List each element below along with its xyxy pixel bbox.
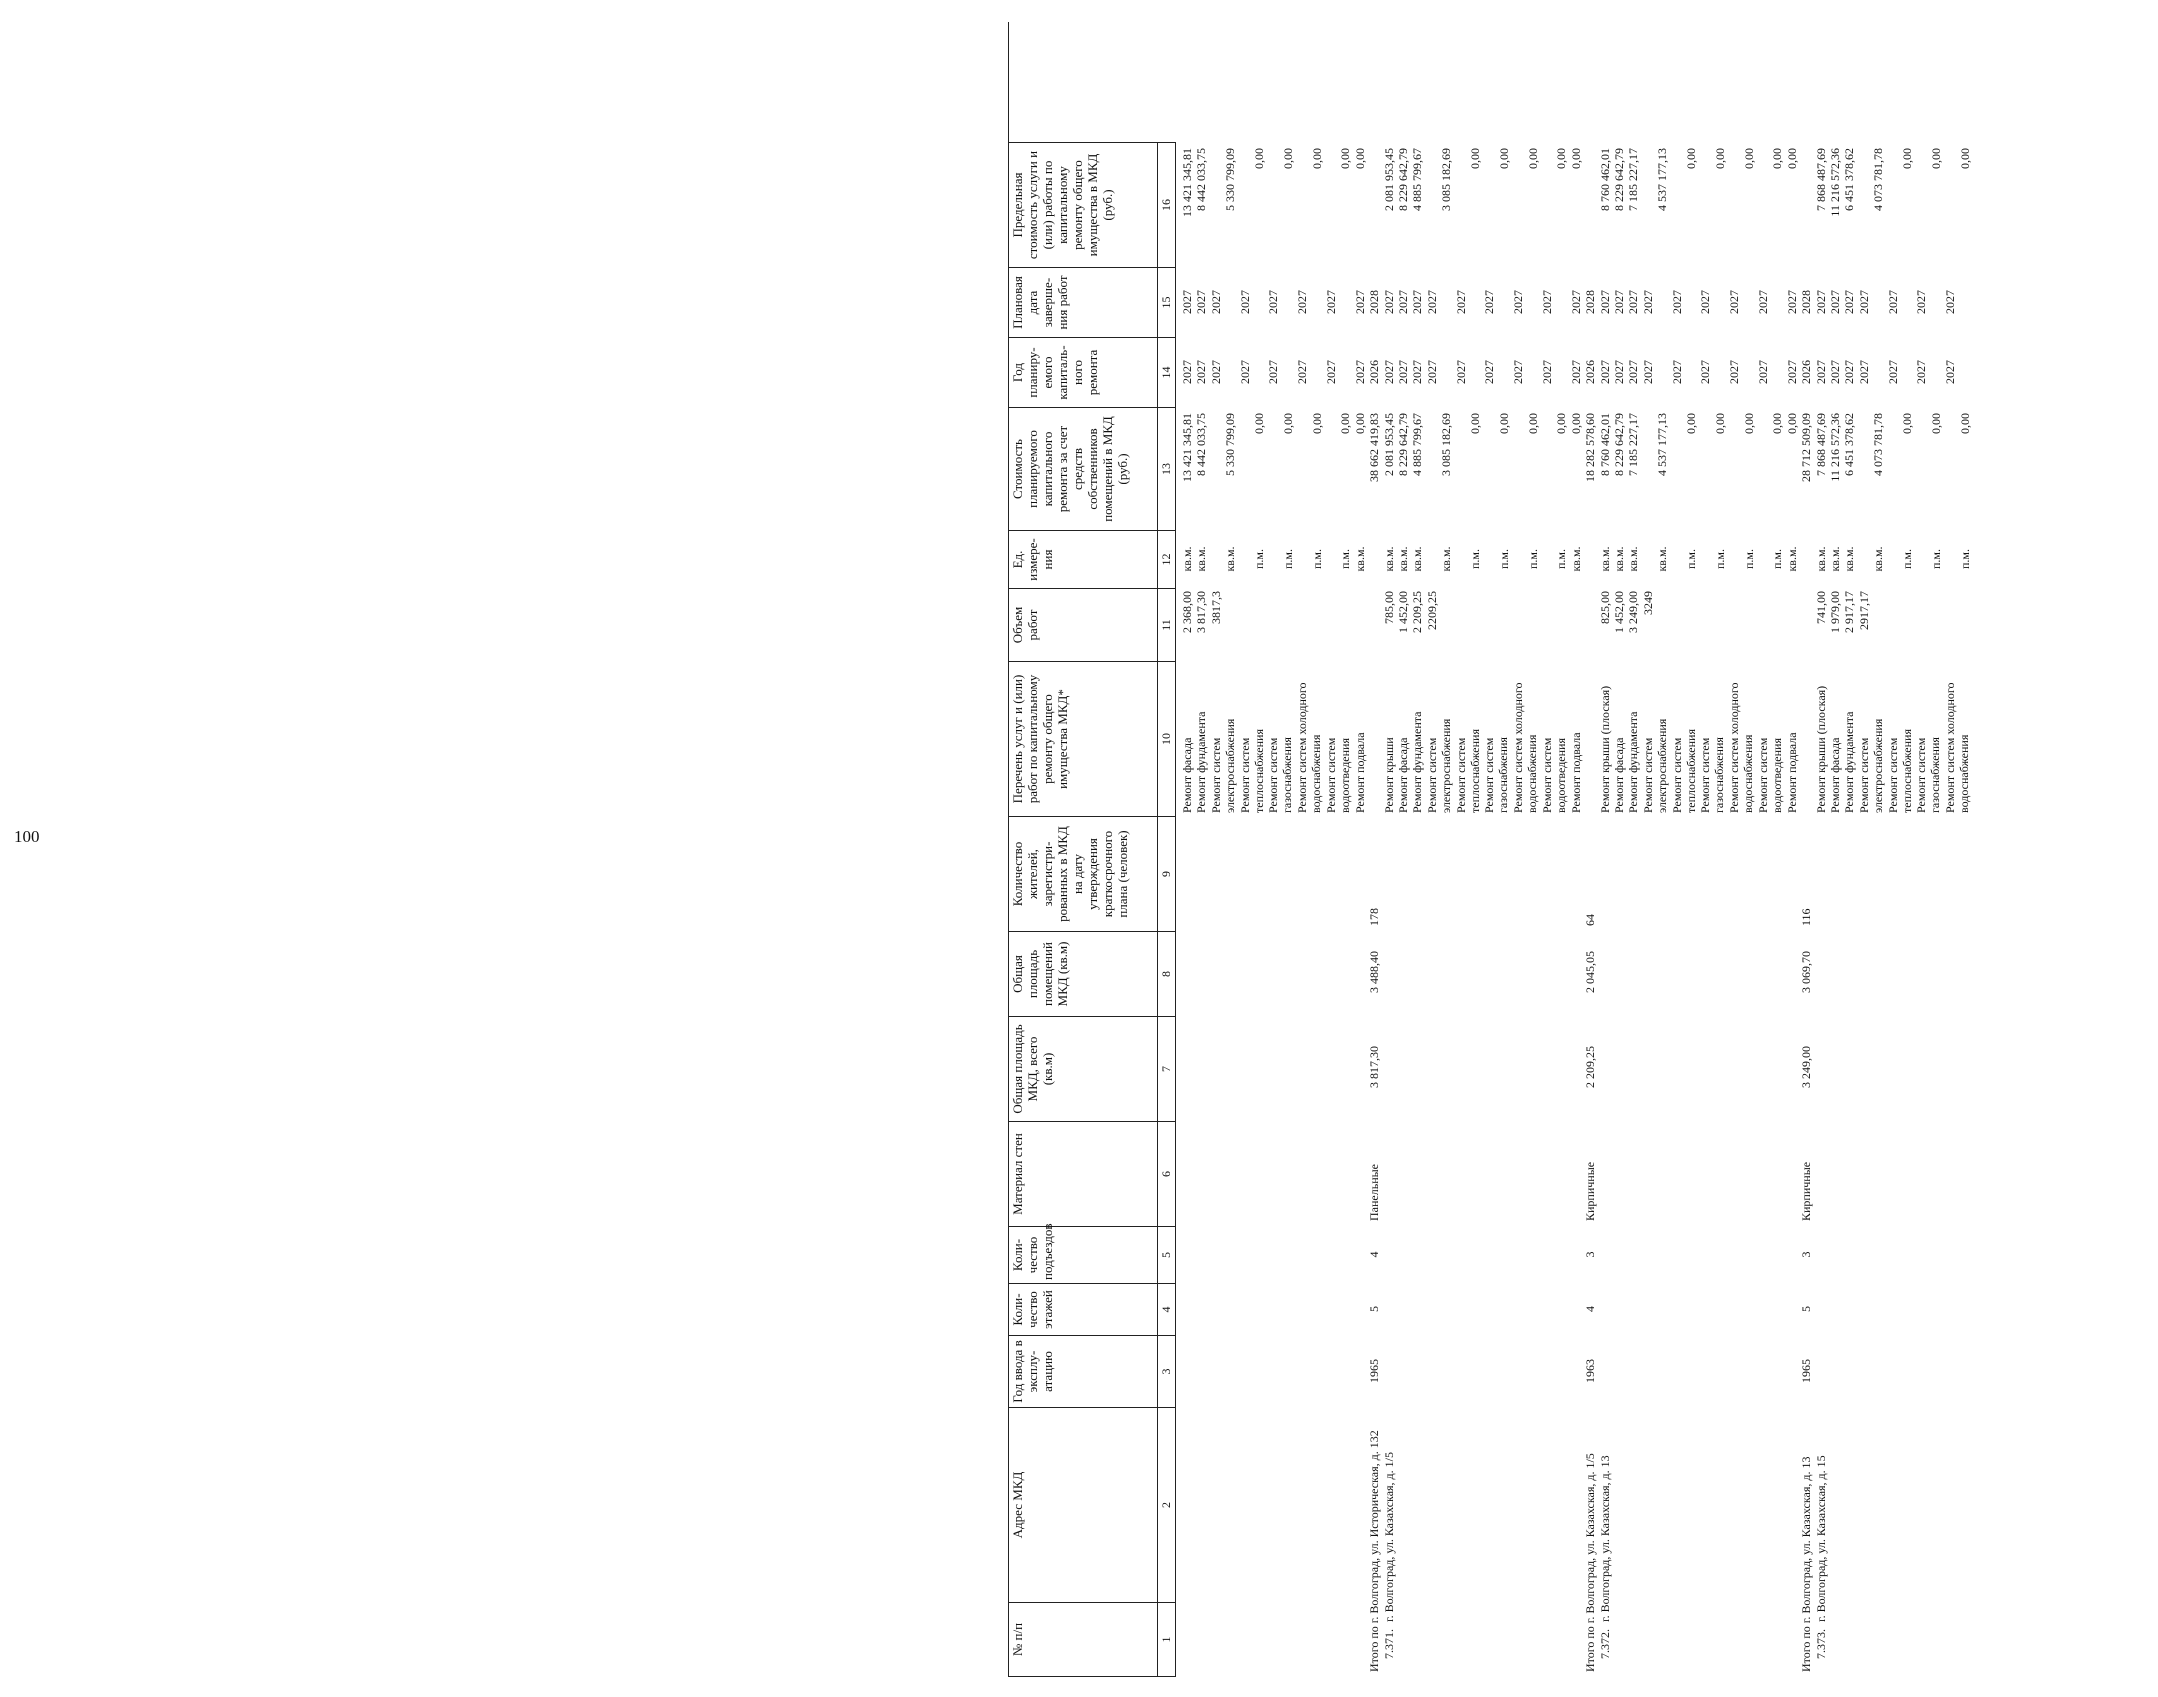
work-unit: п.м.: [1252, 549, 1266, 570]
work-limit-cost: 4 537 177,13: [1655, 148, 1670, 211]
row-number: 7.373.: [1813, 1629, 1828, 1659]
work-plan-year: 2027: [1828, 360, 1842, 384]
work-end-date: 2027: [1180, 290, 1194, 314]
work-name: Ремонт систем газоснабжения: [1914, 737, 1943, 813]
work-name: Ремонт систем холодного водоснабжения: [1295, 682, 1324, 813]
work-end-date: 2027: [1295, 290, 1310, 314]
work-plan-year: 2027: [1568, 360, 1583, 384]
work-end-date: 2027: [1453, 290, 1468, 314]
work-cost: 0,00: [1468, 413, 1482, 434]
work-plan-year: 2027: [1511, 360, 1526, 384]
work-end-date: 2027: [1208, 290, 1223, 314]
work-cost: 0,00: [1568, 413, 1583, 434]
work-name: Ремонт фасада: [1396, 737, 1410, 813]
house-address: г. Волгоград, ул. Казахская, д. 13: [1597, 1455, 1612, 1622]
work-volume: 741,00: [1813, 591, 1828, 624]
house-year: 1963: [1583, 1359, 1598, 1383]
work-unit: п.м.: [1468, 549, 1482, 570]
work-end-date: 2027: [1194, 290, 1209, 314]
work-end-date: 2027: [1756, 290, 1770, 314]
total-cost: 38 662 419,83: [1367, 413, 1382, 482]
work-volume: 3249: [1640, 591, 1655, 615]
house-address: г. Волгоград, ул. Казахская, д. 1/5: [1381, 1452, 1396, 1622]
work-unit: кв.м.: [1410, 546, 1425, 572]
work-name: Ремонт фасада: [1180, 737, 1194, 813]
work-plan-year: 2027: [1424, 360, 1439, 384]
work-end-date: 2027: [1511, 290, 1526, 314]
work-limit-cost: 0,00: [1741, 148, 1756, 169]
work-limit-cost: 7 868 487,69: [1813, 148, 1828, 211]
work-limit-cost: 0,00: [1525, 148, 1540, 169]
work-limit-cost: 0,00: [1770, 148, 1785, 169]
work-cost: 4 885 799,67: [1410, 413, 1425, 476]
work-plan-year: 2027: [1266, 360, 1281, 384]
work-end-date: 2027: [1856, 290, 1871, 314]
work-unit: кв.м.: [1439, 546, 1454, 572]
work-name: Ремонт систем газоснабжения: [1482, 737, 1511, 813]
work-name: Ремонт подвала: [1352, 732, 1367, 813]
work-unit: кв.м.: [1655, 546, 1670, 572]
work-end-date: 2027: [1885, 290, 1900, 314]
work-limit-cost: 0,00: [1684, 148, 1698, 169]
work-limit-cost: 0,00: [1468, 148, 1482, 169]
work-plan-year: 2027: [1396, 360, 1410, 384]
work-limit-cost: 0,00: [1309, 148, 1324, 169]
work-cost: 8 229 642,79: [1612, 413, 1626, 476]
work-plan-year: 2027: [1208, 360, 1223, 384]
work-limit-cost: 2 081 953,45: [1381, 148, 1396, 211]
work-cost: 0,00: [1338, 413, 1353, 434]
work-name: Ремонт фундамента: [1842, 711, 1857, 813]
work-name: Ремонт крыши: [1381, 737, 1396, 813]
work-plan-year: 2027: [1640, 360, 1655, 384]
work-cost: 13 421 345,81: [1180, 413, 1194, 482]
house-total-area: 3 817,30: [1367, 1046, 1382, 1088]
work-name: Ремонт систем электроснабжения: [1208, 718, 1237, 813]
column-number-13: 13: [1158, 407, 1176, 530]
work-name: Ремонт фасада: [1828, 737, 1842, 813]
work-cost: 3 085 182,69: [1439, 413, 1454, 476]
work-unit: п.м.: [1496, 549, 1511, 570]
header-limit-cost: Предельная стоимость услуги и (или) работы по капитальному ремонту общего имущества в МКД (руб.): [1008, 142, 1158, 267]
work-limit-cost: 6 451 378,62: [1842, 148, 1857, 211]
work-unit: п.м.: [1957, 549, 1972, 570]
house-total-area: 2 209,25: [1583, 1046, 1598, 1088]
work-end-date: 2027: [1626, 290, 1641, 314]
header-cost: Стоимость планируемого капитального ремонта за счет средств собственников помещений в МКД (руб.): [1008, 407, 1158, 530]
work-plan-year: 2027: [1727, 360, 1742, 384]
work-volume: 3 249,00: [1626, 591, 1641, 633]
house-floors: 4: [1583, 1306, 1598, 1312]
header-plan-year: Год планиру-емого капиталь-ного ремонта: [1008, 337, 1158, 407]
work-end-date: 2027: [1352, 290, 1367, 314]
work-end-date: 2027: [1410, 290, 1425, 314]
work-limit-cost: 8 229 642,79: [1396, 148, 1410, 211]
total-label: Итого по г. Волгоград, ул. Казахская, д. 1/5: [1583, 1453, 1598, 1672]
work-cost: 4 073 781,78: [1871, 413, 1886, 476]
work-name: Ремонт систем теплоснабжения: [1669, 729, 1698, 813]
column-number-16: 16: [1158, 142, 1176, 267]
work-cost: 8 760 462,01: [1597, 413, 1612, 476]
work-cost: 8 229 642,79: [1396, 413, 1410, 476]
house-floors: 5: [1367, 1306, 1382, 1312]
work-name: Ремонт систем электроснабжения: [1424, 718, 1453, 813]
work-name: Ремонт систем электроснабжения: [1640, 718, 1669, 813]
row-number: 7.372.: [1597, 1629, 1612, 1659]
work-limit-cost: 0,00: [1352, 148, 1367, 169]
work-cost: 0,00: [1784, 413, 1799, 434]
work-plan-year: 2027: [1352, 360, 1367, 384]
work-unit: кв.м.: [1568, 546, 1583, 572]
work-cost: 0,00: [1252, 413, 1266, 434]
work-plan-year: 2027: [1813, 360, 1828, 384]
work-name: Ремонт крыши (плоская): [1813, 685, 1828, 813]
work-plan-year: 2027: [1914, 360, 1929, 384]
house-residents: 116: [1799, 908, 1814, 926]
column-number-5: 5: [1158, 1226, 1176, 1283]
row-number: 7.371.: [1381, 1629, 1396, 1659]
work-plan-year: 2027: [1295, 360, 1310, 384]
header-residents: Количество жителей, зарегистри-рованных в МКД на дату утверждения краткосрочного плана (человек): [1008, 816, 1158, 931]
column-number-11: 11: [1158, 588, 1176, 661]
work-end-date: 2027: [1727, 290, 1742, 314]
work-unit: кв.м.: [1597, 546, 1612, 572]
work-cost: 0,00: [1957, 413, 1972, 434]
work-end-date: 2027: [1669, 290, 1684, 314]
work-volume: 2 209,25: [1410, 591, 1425, 633]
work-end-date: 2027: [1828, 290, 1842, 314]
work-volume: 825,00: [1597, 591, 1612, 624]
total-plan-year: 2026: [1583, 360, 1598, 384]
column-number-15: 15: [1158, 267, 1176, 337]
work-unit: кв.м.: [1396, 546, 1410, 572]
work-cost: 4 537 177,13: [1655, 413, 1670, 476]
work-plan-year: 2027: [1842, 360, 1857, 384]
work-unit: п.м.: [1900, 549, 1914, 570]
work-cost: 0,00: [1770, 413, 1785, 434]
house-floors: 5: [1799, 1306, 1814, 1312]
column-number-9: 9: [1158, 816, 1176, 931]
work-volume: 2209,25: [1424, 591, 1439, 630]
work-limit-cost: 0,00: [1280, 148, 1295, 169]
work-end-date: 2027: [1540, 290, 1554, 314]
work-limit-cost: 11 216 572,36: [1828, 148, 1842, 217]
work-limit-cost: 8 229 642,79: [1612, 148, 1626, 211]
work-limit-cost: 8 760 462,01: [1597, 148, 1612, 211]
work-volume: 3817,3: [1208, 591, 1223, 624]
work-plan-year: 2027: [1381, 360, 1396, 384]
work-end-date: 2027: [1943, 290, 1958, 314]
house-year: 1965: [1367, 1359, 1382, 1383]
column-number-7: 7: [1158, 1016, 1176, 1121]
total-end-date: 2028: [1367, 290, 1382, 314]
total-plan-year: 2026: [1367, 360, 1382, 384]
work-plan-year: 2027: [1237, 360, 1252, 384]
work-name: Ремонт систем теплоснабжения: [1237, 729, 1266, 813]
work-cost: 0,00: [1525, 413, 1540, 434]
work-limit-cost: 0,00: [1568, 148, 1583, 169]
work-plan-year: 2027: [1540, 360, 1554, 384]
work-limit-cost: 3 085 182,69: [1439, 148, 1454, 211]
work-end-date: 2027: [1568, 290, 1583, 314]
work-end-date: 2027: [1381, 290, 1396, 314]
house-wall-material: Панельные: [1367, 1163, 1382, 1221]
column-number-3: 3: [1158, 1335, 1176, 1407]
work-plan-year: 2027: [1784, 360, 1799, 384]
work-cost: 0,00: [1309, 413, 1324, 434]
repair-plan-table: [1008, 22, 2158, 1677]
work-limit-cost: 0,00: [1928, 148, 1943, 169]
work-unit: кв.м.: [1381, 546, 1396, 572]
work-unit: кв.м.: [1842, 546, 1857, 572]
house-year: 1965: [1799, 1359, 1814, 1383]
work-cost: 0,00: [1741, 413, 1756, 434]
work-limit-cost: 7 185 227,17: [1626, 148, 1641, 211]
work-plan-year: 2027: [1698, 360, 1713, 384]
work-volume: 1 979,00: [1828, 591, 1842, 633]
work-cost: 0,00: [1352, 413, 1367, 434]
work-plan-year: 2027: [1856, 360, 1871, 384]
work-name: Ремонт фасада: [1612, 737, 1626, 813]
header-num: № п/п: [1008, 1602, 1158, 1677]
work-cost: 7 868 487,69: [1813, 413, 1828, 476]
work-end-date: 2027: [1597, 290, 1612, 314]
work-plan-year: 2027: [1885, 360, 1900, 384]
work-unit: п.м.: [1741, 549, 1756, 570]
work-limit-cost: 0,00: [1957, 148, 1972, 169]
work-limit-cost: 0,00: [1252, 148, 1266, 169]
total-end-date: 2028: [1583, 290, 1598, 314]
column-number-6: 6: [1158, 1121, 1176, 1226]
work-plan-year: 2027: [1756, 360, 1770, 384]
work-plan-year: 2027: [1482, 360, 1497, 384]
work-plan-year: 2027: [1180, 360, 1194, 384]
work-plan-year: 2027: [1410, 360, 1425, 384]
work-unit: п.м.: [1684, 549, 1698, 570]
work-volume: 2917,17: [1856, 591, 1871, 630]
header-entrances: Коли-чество подъездов: [1008, 1226, 1158, 1283]
work-cost: 8 442 033,75: [1194, 413, 1209, 476]
house-address: г. Волгоград, ул. Казахская, д. 15: [1813, 1455, 1828, 1622]
work-plan-year: 2027: [1453, 360, 1468, 384]
house-residents: 64: [1583, 914, 1598, 926]
header-total-area: Общая площадь МКД, всего (кв.м): [1008, 1016, 1158, 1121]
work-name: Ремонт систем водоотведения: [1756, 737, 1784, 813]
work-unit: п.м.: [1309, 549, 1324, 570]
work-limit-cost: 13 421 345,81: [1180, 148, 1194, 217]
work-limit-cost: 4 073 781,78: [1871, 148, 1886, 211]
work-name: Ремонт систем теплоснабжения: [1453, 729, 1482, 813]
header-wall-material: Материал стен: [1008, 1121, 1158, 1226]
work-plan-year: 2027: [1612, 360, 1626, 384]
work-unit: кв.м.: [1352, 546, 1367, 572]
work-plan-year: 2027: [1626, 360, 1641, 384]
work-end-date: 2027: [1266, 290, 1281, 314]
work-cost: 0,00: [1900, 413, 1914, 434]
header-premises-area: Общая площадь помещений МКД (кв.м): [1008, 931, 1158, 1016]
work-unit: кв.м.: [1828, 546, 1842, 572]
work-limit-cost: 0,00: [1900, 148, 1914, 169]
total-label: Итого по г. Волгоград, ул. Казахская, д. 13: [1799, 1456, 1814, 1672]
work-unit: п.м.: [1928, 549, 1943, 570]
work-end-date: 2027: [1424, 290, 1439, 314]
work-cost: 0,00: [1280, 413, 1295, 434]
work-plan-year: 2027: [1943, 360, 1958, 384]
work-limit-cost: 4 885 799,67: [1410, 148, 1425, 211]
work-limit-cost: 8 442 033,75: [1194, 148, 1209, 211]
work-unit: п.м.: [1712, 549, 1727, 570]
house-residents: 178: [1367, 908, 1382, 926]
work-end-date: 2027: [1813, 290, 1828, 314]
work-unit: кв.м.: [1612, 546, 1626, 572]
column-number-1: 1: [1158, 1602, 1176, 1677]
work-end-date: 2027: [1842, 290, 1857, 314]
work-cost: 0,00: [1928, 413, 1943, 434]
work-cost: 0,00: [1496, 413, 1511, 434]
column-number-8: 8: [1158, 931, 1176, 1016]
work-name: Ремонт систем теплоснабжения: [1885, 729, 1914, 813]
work-unit: п.м.: [1525, 549, 1540, 570]
work-unit: п.м.: [1338, 549, 1353, 570]
work-end-date: 2027: [1237, 290, 1252, 314]
work-volume: 1 452,00: [1612, 591, 1626, 633]
work-unit: кв.м.: [1626, 546, 1641, 572]
work-cost: 2 081 953,45: [1381, 413, 1396, 476]
work-unit: п.м.: [1280, 549, 1295, 570]
work-unit: кв.м.: [1784, 546, 1799, 572]
work-plan-year: 2027: [1194, 360, 1209, 384]
work-cost: 7 185 227,17: [1626, 413, 1641, 476]
work-volume: 2 917,17: [1842, 591, 1857, 633]
work-name: Ремонт систем электроснабжения: [1856, 718, 1885, 813]
work-end-date: 2027: [1396, 290, 1410, 314]
work-cost: 5 330 799,09: [1223, 413, 1238, 476]
work-end-date: 2027: [1640, 290, 1655, 314]
work-unit: кв.м.: [1871, 546, 1886, 572]
header-works: Перечень услуг и (или) работ по капитальному ремонту общего имущества МКД*: [1008, 661, 1158, 816]
house-wall-material: Кирпичные: [1583, 1161, 1598, 1221]
work-plan-year: 2027: [1597, 360, 1612, 384]
work-cost: 11 216 572,36: [1828, 413, 1842, 482]
work-limit-cost: 0,00: [1712, 148, 1727, 169]
total-cost: 18 282 578,60: [1583, 413, 1598, 482]
work-end-date: 2027: [1914, 290, 1929, 314]
house-premises-area: 3 069,70: [1799, 951, 1814, 993]
work-volume: 2 368,00: [1180, 591, 1194, 633]
column-number-14: 14: [1158, 337, 1176, 407]
work-unit: кв.м.: [1180, 546, 1194, 572]
work-name: Ремонт систем водоотведения: [1540, 737, 1568, 813]
header-end-date: Плановая дата заверше-ния работ: [1008, 267, 1158, 337]
work-name: Ремонт систем водоотведения: [1324, 737, 1352, 813]
work-end-date: 2027: [1784, 290, 1799, 314]
work-end-date: 2027: [1698, 290, 1713, 314]
work-name: Ремонт фундамента: [1410, 711, 1425, 813]
page-number: 100: [14, 827, 40, 846]
work-unit: кв.м.: [1194, 546, 1209, 572]
work-end-date: 2027: [1482, 290, 1497, 314]
total-cost: 28 712 509,09: [1799, 413, 1814, 482]
work-cost: 0,00: [1712, 413, 1727, 434]
work-volume: 3 817,30: [1194, 591, 1209, 633]
column-number-10: 10: [1158, 661, 1176, 816]
work-cost: 0,00: [1684, 413, 1698, 434]
header-year: Год ввода в эксплу-атацию: [1008, 1335, 1158, 1407]
work-limit-cost: 0,00: [1554, 148, 1569, 169]
work-limit-cost: 0,00: [1496, 148, 1511, 169]
house-premises-area: 2 045,05: [1583, 951, 1598, 993]
work-name: Ремонт фундамента: [1194, 711, 1209, 813]
house-entrances: 4: [1367, 1251, 1382, 1258]
work-plan-year: 2027: [1324, 360, 1338, 384]
work-cost: 6 451 378,62: [1842, 413, 1857, 476]
work-name: Ремонт подвала: [1568, 732, 1583, 813]
total-end-date: 2028: [1799, 290, 1814, 314]
work-volume: 1 452,00: [1396, 591, 1410, 633]
work-unit: кв.м.: [1223, 546, 1238, 572]
work-end-date: 2027: [1324, 290, 1338, 314]
work-name: Ремонт систем холодного водоснабжения: [1943, 682, 1972, 813]
work-end-date: 2027: [1612, 290, 1626, 314]
work-cost: 0,00: [1554, 413, 1569, 434]
work-limit-cost: 5 330 799,09: [1223, 148, 1238, 211]
house-entrances: 3: [1799, 1251, 1814, 1258]
total-plan-year: 2026: [1799, 360, 1814, 384]
work-unit: кв.м.: [1813, 546, 1828, 572]
work-volume: 785,00: [1381, 591, 1396, 624]
header-address: Адрес МКД: [1008, 1407, 1158, 1602]
work-unit: п.м.: [1554, 549, 1569, 570]
house-wall-material: Кирпичные: [1799, 1161, 1814, 1221]
work-plan-year: 2027: [1669, 360, 1684, 384]
house-total-area: 3 249,00: [1799, 1046, 1814, 1088]
total-label: Итого по г. Волгоград, ул. Историческая, д. 132: [1367, 1430, 1382, 1672]
work-name: Ремонт фундамента: [1626, 711, 1641, 813]
header-unit: Ед. измере-ния: [1008, 530, 1158, 588]
work-unit: п.м.: [1770, 549, 1785, 570]
work-name: Ремонт систем холодного водоснабжения: [1511, 682, 1540, 813]
header-volume: Объем работ: [1008, 588, 1158, 661]
column-number-4: 4: [1158, 1283, 1176, 1335]
work-name: Ремонт подвала: [1784, 732, 1799, 813]
column-number-12: 12: [1158, 530, 1176, 588]
house-entrances: 3: [1583, 1251, 1598, 1258]
work-name: Ремонт систем газоснабжения: [1698, 737, 1727, 813]
work-name: Ремонт систем холодного водоснабжения: [1727, 682, 1756, 813]
work-limit-cost: 0,00: [1338, 148, 1353, 169]
header-floors: Коли-чество этажей: [1008, 1283, 1158, 1335]
work-name: Ремонт систем газоснабжения: [1266, 737, 1295, 813]
work-limit-cost: 0,00: [1784, 148, 1799, 169]
work-name: Ремонт крыши (плоская): [1597, 685, 1612, 813]
house-premises-area: 3 488,40: [1367, 951, 1382, 993]
column-number-2: 2: [1158, 1407, 1176, 1602]
